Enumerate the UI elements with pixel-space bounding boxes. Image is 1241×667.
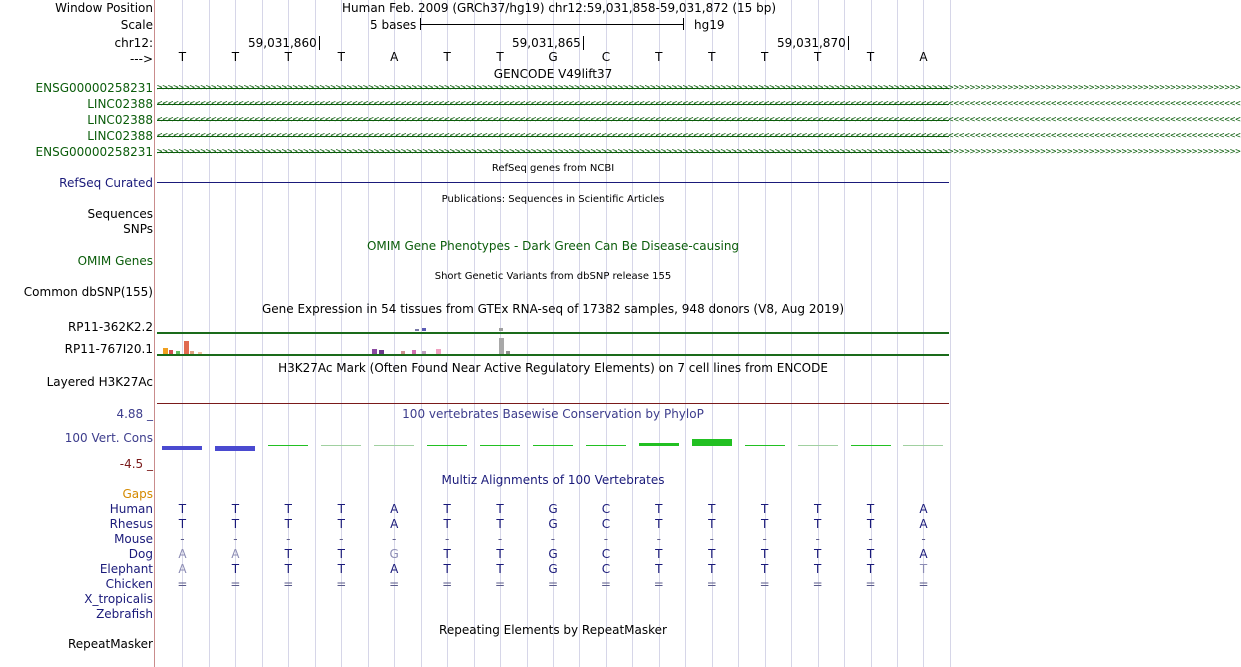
gtex-line-2[interactable] bbox=[157, 354, 949, 356]
alignment-base: T bbox=[496, 502, 504, 516]
alignment-base: = bbox=[918, 577, 929, 591]
alignment-base: = bbox=[706, 577, 717, 591]
omim-title: OMIM Gene Phenotypes - Dark Green Can Be Disease-causing bbox=[366, 239, 740, 253]
phylop-score-bar bbox=[798, 445, 838, 446]
phylop-score-bar bbox=[268, 445, 308, 446]
alignment-base: T bbox=[443, 562, 451, 576]
gtex-line-1[interactable] bbox=[157, 332, 949, 334]
alignment-base: T bbox=[337, 562, 345, 576]
alignment-base: T bbox=[761, 547, 769, 561]
phylop-score-bar bbox=[162, 446, 202, 450]
phylop-max-label: 4.88 _ bbox=[116, 407, 153, 421]
snps-label[interactable]: SNPs bbox=[123, 222, 153, 236]
alignment-base: - bbox=[286, 532, 291, 546]
species-label[interactable]: Mouse bbox=[114, 532, 153, 546]
alignment-base: T bbox=[655, 562, 663, 576]
gencode-transcript-line[interactable]: >>>>>>>>>>>>>>>>>>>>>>>>>>>>>>>>>>>>>>>>>>>>>>>>>>>>>>>>>>>>>>>>>>>>>>>>>>>>>>>>>>>>>>>>>>>>>>>>>>>>>>>>>>>>>>>>>>>>>>>>>>>>>>>>>>>>>>>>>>>>>>>>>>>>>>>>>>>>>>>>>>>>>>>>>>>>>>>>>>>>>>>>>>>>>>>>>>>>>>>> bbox=[157, 83, 1241, 93]
phylop-score-bar bbox=[903, 445, 943, 446]
alignment-base: - bbox=[603, 532, 609, 546]
reference-base: T bbox=[813, 50, 822, 64]
phylop-score-bar bbox=[480, 445, 520, 446]
alignment-base: T bbox=[761, 502, 769, 516]
multiz-title: Multiz Alignments of 100 Vertebrates bbox=[441, 473, 665, 487]
alignment-base: G bbox=[389, 547, 399, 561]
alignment-base: T bbox=[813, 562, 822, 576]
reference-base: T bbox=[496, 50, 504, 64]
alignment-base: T bbox=[178, 502, 187, 516]
repeatmasker-label[interactable]: RepeatMasker bbox=[67, 637, 153, 651]
alignment-base: T bbox=[496, 547, 504, 561]
reference-base: G bbox=[548, 50, 558, 64]
alignment-base: T bbox=[813, 547, 822, 561]
gtex-gene-2[interactable]: RP11-767I20.1 bbox=[64, 342, 153, 356]
scale-assembly: hg19 bbox=[694, 18, 725, 32]
alignment-base: T bbox=[655, 547, 663, 561]
phylop-score-bar bbox=[427, 445, 467, 446]
reference-base: C bbox=[601, 50, 611, 64]
alignment-base: - bbox=[921, 532, 926, 546]
alignment-base: = bbox=[283, 577, 294, 591]
alignment-base: T bbox=[813, 517, 822, 531]
phylop-score-bar bbox=[215, 446, 255, 451]
position-tick-1: 59,031,860 bbox=[248, 36, 324, 50]
alignment-base: = bbox=[442, 577, 453, 591]
reference-base: T bbox=[655, 50, 663, 64]
alignment-base: G bbox=[548, 517, 558, 531]
position-tick-2: 59,031,865 bbox=[512, 36, 588, 50]
label-divider bbox=[154, 0, 155, 667]
phylop-label[interactable]: 100 Vert. Cons bbox=[64, 431, 153, 445]
alignment-base: A bbox=[231, 547, 240, 561]
alignment-base: T bbox=[443, 517, 451, 531]
alignment-base: - bbox=[656, 532, 661, 546]
gtex-title: Gene Expression in 54 tissues from GTEx RNA-seq of 17382 samples, 948 donors (V8, Aug 2019) bbox=[261, 302, 845, 316]
reference-base: T bbox=[284, 50, 292, 64]
position-tick-3: 59,031,870 bbox=[777, 36, 853, 50]
gencode-transcript-line[interactable]: <<<<<<<<<<<<<<<<<<<<<<<<<<<<<<<<<<<<<<<<<<<<<<<<<<<<<<<<<<<<<<<<<<<<<<<<<<<<<<<<<<<<<<<<<<<<<<<<<<<<<<<<<<<<<<<<<<<<<<<<<<<<<<<<<<<<<<<<<<<<<<<<<<<<<<<<<<<<<<<<<<<<<<<<<<<<<<<<<<<<<<<<<<<<<<<<<<<<<<<< bbox=[157, 115, 1241, 125]
alignment-base: = bbox=[812, 577, 823, 591]
phylop-score-bar bbox=[851, 445, 891, 446]
alignment-base: = bbox=[336, 577, 347, 591]
alignment-base: - bbox=[868, 532, 873, 546]
reference-base: A bbox=[919, 50, 928, 64]
chrom-label: chr12: bbox=[114, 36, 153, 50]
gencode-transcript-label[interactable]: LINC02388 bbox=[87, 113, 153, 127]
alignment-base: T bbox=[284, 502, 292, 516]
species-label[interactable]: Rhesus bbox=[109, 517, 153, 531]
species-label[interactable]: X_tropicalis bbox=[84, 592, 153, 606]
alignment-base: - bbox=[815, 532, 820, 546]
alignment-base: T bbox=[178, 517, 187, 531]
omim-label[interactable]: OMIM Genes bbox=[77, 254, 153, 268]
gencode-transcript-label[interactable]: LINC02388 bbox=[87, 97, 153, 111]
alignment-base: T bbox=[708, 517, 716, 531]
species-label[interactable]: Zebrafish bbox=[96, 607, 153, 621]
alignment-base: - bbox=[762, 532, 767, 546]
alignment-base: T bbox=[761, 562, 769, 576]
window-position-label: Window Position bbox=[55, 1, 153, 15]
phylop-score-bar bbox=[586, 445, 626, 446]
alignment-base: - bbox=[180, 532, 185, 546]
gencode-transcript-line[interactable]: <<<<<<<<<<<<<<<<<<<<<<<<<<<<<<<<<<<<<<<<<<<<<<<<<<<<<<<<<<<<<<<<<<<<<<<<<<<<<<<<<<<<<<<<<<<<<<<<<<<<<<<<<<<<<<<<<<<<<<<<<<<<<<<<<<<<<<<<<<<<<<<<<<<<<<<<<<<<<<<<<<<<<<<<<<<<<<<<<<<<<<<<<<<<<<<<<<<<<<<< bbox=[157, 99, 1241, 109]
species-label[interactable]: Human bbox=[109, 502, 153, 516]
alignment-base: T bbox=[708, 547, 716, 561]
alignment-base: - bbox=[233, 532, 238, 546]
alignment-base: T bbox=[708, 502, 716, 516]
alignment-base: T bbox=[655, 502, 663, 516]
alignment-base: = bbox=[653, 577, 664, 591]
alignment-base: = bbox=[177, 577, 188, 591]
publications-title: Publications: Sequences in Scientific Articles bbox=[441, 194, 665, 205]
phylop-score-bar bbox=[321, 445, 361, 446]
alignment-base: - bbox=[709, 532, 714, 546]
alignment-base: = bbox=[865, 577, 876, 591]
alignment-base: T bbox=[337, 517, 345, 531]
alignment-base: T bbox=[496, 517, 504, 531]
scale-bar bbox=[420, 18, 684, 30]
reference-base: T bbox=[443, 50, 451, 64]
alignment-base: T bbox=[761, 517, 769, 531]
h3k27ac-label[interactable]: Layered H3K27Ac bbox=[46, 375, 153, 389]
alignment-base: T bbox=[231, 502, 240, 516]
reference-base: T bbox=[231, 50, 240, 64]
window-position-value: Human Feb. 2009 (GRCh37/hg19) chr12:59,031,858-59,031,872 (15 bp) bbox=[342, 1, 777, 15]
reference-base: T bbox=[761, 50, 769, 64]
alignment-base: T bbox=[284, 547, 292, 561]
alignment-base: T bbox=[284, 562, 292, 576]
alignment-base: G bbox=[548, 547, 558, 561]
alignment-base: = bbox=[600, 577, 611, 591]
gtex-gene-1[interactable]: RP11-362K2.2 bbox=[67, 320, 153, 334]
alignment-base: - bbox=[444, 532, 450, 546]
h3k27ac-title: H3K27Ac Mark (Often Found Near Active Regulatory Elements) on 7 cell lines from ENCODE bbox=[278, 361, 828, 375]
dbsnp-title: Short Genetic Variants from dbSNP release 155 bbox=[434, 271, 672, 282]
reference-base: T bbox=[708, 50, 716, 64]
alignment-base: = bbox=[230, 577, 241, 591]
species-label[interactable]: Chicken bbox=[105, 577, 153, 591]
gencode-title: GENCODE V49lift37 bbox=[493, 67, 613, 81]
alignment-base: C bbox=[601, 517, 611, 531]
alignment-base: - bbox=[550, 532, 556, 546]
alignment-base: T bbox=[919, 562, 928, 576]
alignment-base: T bbox=[231, 517, 240, 531]
alignment-base: = bbox=[759, 577, 770, 591]
phylop-score-bar bbox=[692, 439, 732, 446]
alignment-base: - bbox=[339, 532, 344, 546]
reference-base: T bbox=[866, 50, 875, 64]
phylop-min-label: -4.5 _ bbox=[119, 457, 153, 471]
alignment-base: A bbox=[919, 517, 928, 531]
alignment-base: T bbox=[866, 502, 875, 516]
alignment-base: T bbox=[866, 562, 875, 576]
alignment-base: - bbox=[392, 532, 397, 546]
alignment-base: A bbox=[178, 547, 187, 561]
alignment-base: A bbox=[919, 547, 928, 561]
alignment-base: T bbox=[708, 562, 716, 576]
refseq-title: RefSeq genes from NCBI bbox=[491, 163, 615, 174]
reference-base: T bbox=[178, 50, 187, 64]
reference-base: A bbox=[390, 50, 399, 64]
repeatmasker-title: Repeating Elements by RepeatMasker bbox=[439, 623, 667, 637]
gaps-label: Gaps bbox=[122, 487, 153, 501]
alignment-base: T bbox=[866, 517, 875, 531]
dbsnp-label[interactable]: Common dbSNP(155) bbox=[23, 285, 153, 299]
scale-text: 5 bases bbox=[370, 18, 417, 32]
gencode-transcript-line[interactable]: <<<<<<<<<<<<<<<<<<<<<<<<<<<<<<<<<<<<<<<<<<<<<<<<<<<<<<<<<<<<<<<<<<<<<<<<<<<<<<<<<<<<<<<<<<<<<<<<<<<<<<<<<<<<<<<<<<<<<<<<<<<<<<<<<<<<<<<<<<<<<<<<<<<<<<<<<<<<<<<<<<<<<<<<<<<<<<<<<<<<<<<<<<<<<<<<<<<<<<<< bbox=[157, 131, 1241, 141]
strand-label: ---> bbox=[129, 52, 153, 66]
alignment-base: = bbox=[547, 577, 558, 591]
alignment-base: A bbox=[390, 562, 399, 576]
phylop-score-bar bbox=[639, 443, 679, 446]
sequences-label[interactable]: Sequences bbox=[87, 207, 153, 221]
alignment-base: - bbox=[497, 532, 503, 546]
alignment-base: T bbox=[337, 502, 345, 516]
reference-base: T bbox=[337, 50, 345, 64]
alignment-base: A bbox=[919, 502, 928, 516]
refseq-gene-line[interactable] bbox=[157, 182, 949, 183]
gencode-transcript-line[interactable]: >>>>>>>>>>>>>>>>>>>>>>>>>>>>>>>>>>>>>>>>>>>>>>>>>>>>>>>>>>>>>>>>>>>>>>>>>>>>>>>>>>>>>>>>>>>>>>>>>>>>>>>>>>>>>>>>>>>>>>>>>>>>>>>>>>>>>>>>>>>>>>>>>>>>>>>>>>>>>>>>>>>>>>>>>>>>>>>>>>>>>>>>>>>>>>>>>>>>>>>> bbox=[157, 147, 1241, 157]
alignment-base: C bbox=[601, 562, 611, 576]
alignment-base: T bbox=[443, 547, 451, 561]
alignment-base: = bbox=[495, 577, 506, 591]
alignment-base: = bbox=[389, 577, 400, 591]
phylop-score-bar bbox=[374, 445, 414, 446]
alignment-base: A bbox=[178, 562, 187, 576]
phylop-title: 100 vertebrates Basewise Conservation by PhyloP bbox=[402, 407, 704, 421]
h3k27ac-baseline bbox=[157, 403, 949, 404]
gencode-transcript-label[interactable]: ENSG00000258231 bbox=[35, 145, 153, 159]
phylop-score-bar bbox=[533, 445, 573, 446]
alignment-base: C bbox=[601, 547, 611, 561]
alignment-base: A bbox=[390, 502, 399, 516]
alignment-base: T bbox=[813, 502, 822, 516]
alignment-base: T bbox=[337, 547, 345, 561]
alignment-base: T bbox=[231, 562, 240, 576]
refseq-label[interactable]: RefSeq Curated bbox=[59, 176, 153, 190]
alignment-base: C bbox=[601, 502, 611, 516]
alignment-base: T bbox=[655, 517, 663, 531]
alignment-base: T bbox=[284, 517, 292, 531]
phylop-score-bar bbox=[745, 445, 785, 446]
species-label[interactable]: Dog bbox=[128, 547, 153, 561]
alignment-base: G bbox=[548, 502, 558, 516]
alignment-base: T bbox=[496, 562, 504, 576]
scale-label: Scale bbox=[120, 18, 153, 32]
alignment-base: T bbox=[866, 547, 875, 561]
alignment-base: G bbox=[548, 562, 558, 576]
alignment-base: A bbox=[390, 517, 399, 531]
alignment-base: T bbox=[443, 502, 451, 516]
species-label[interactable]: Elephant bbox=[99, 562, 153, 576]
gencode-transcript-label[interactable]: LINC02388 bbox=[87, 129, 153, 143]
gencode-transcript-label[interactable]: ENSG00000258231 bbox=[35, 81, 153, 95]
